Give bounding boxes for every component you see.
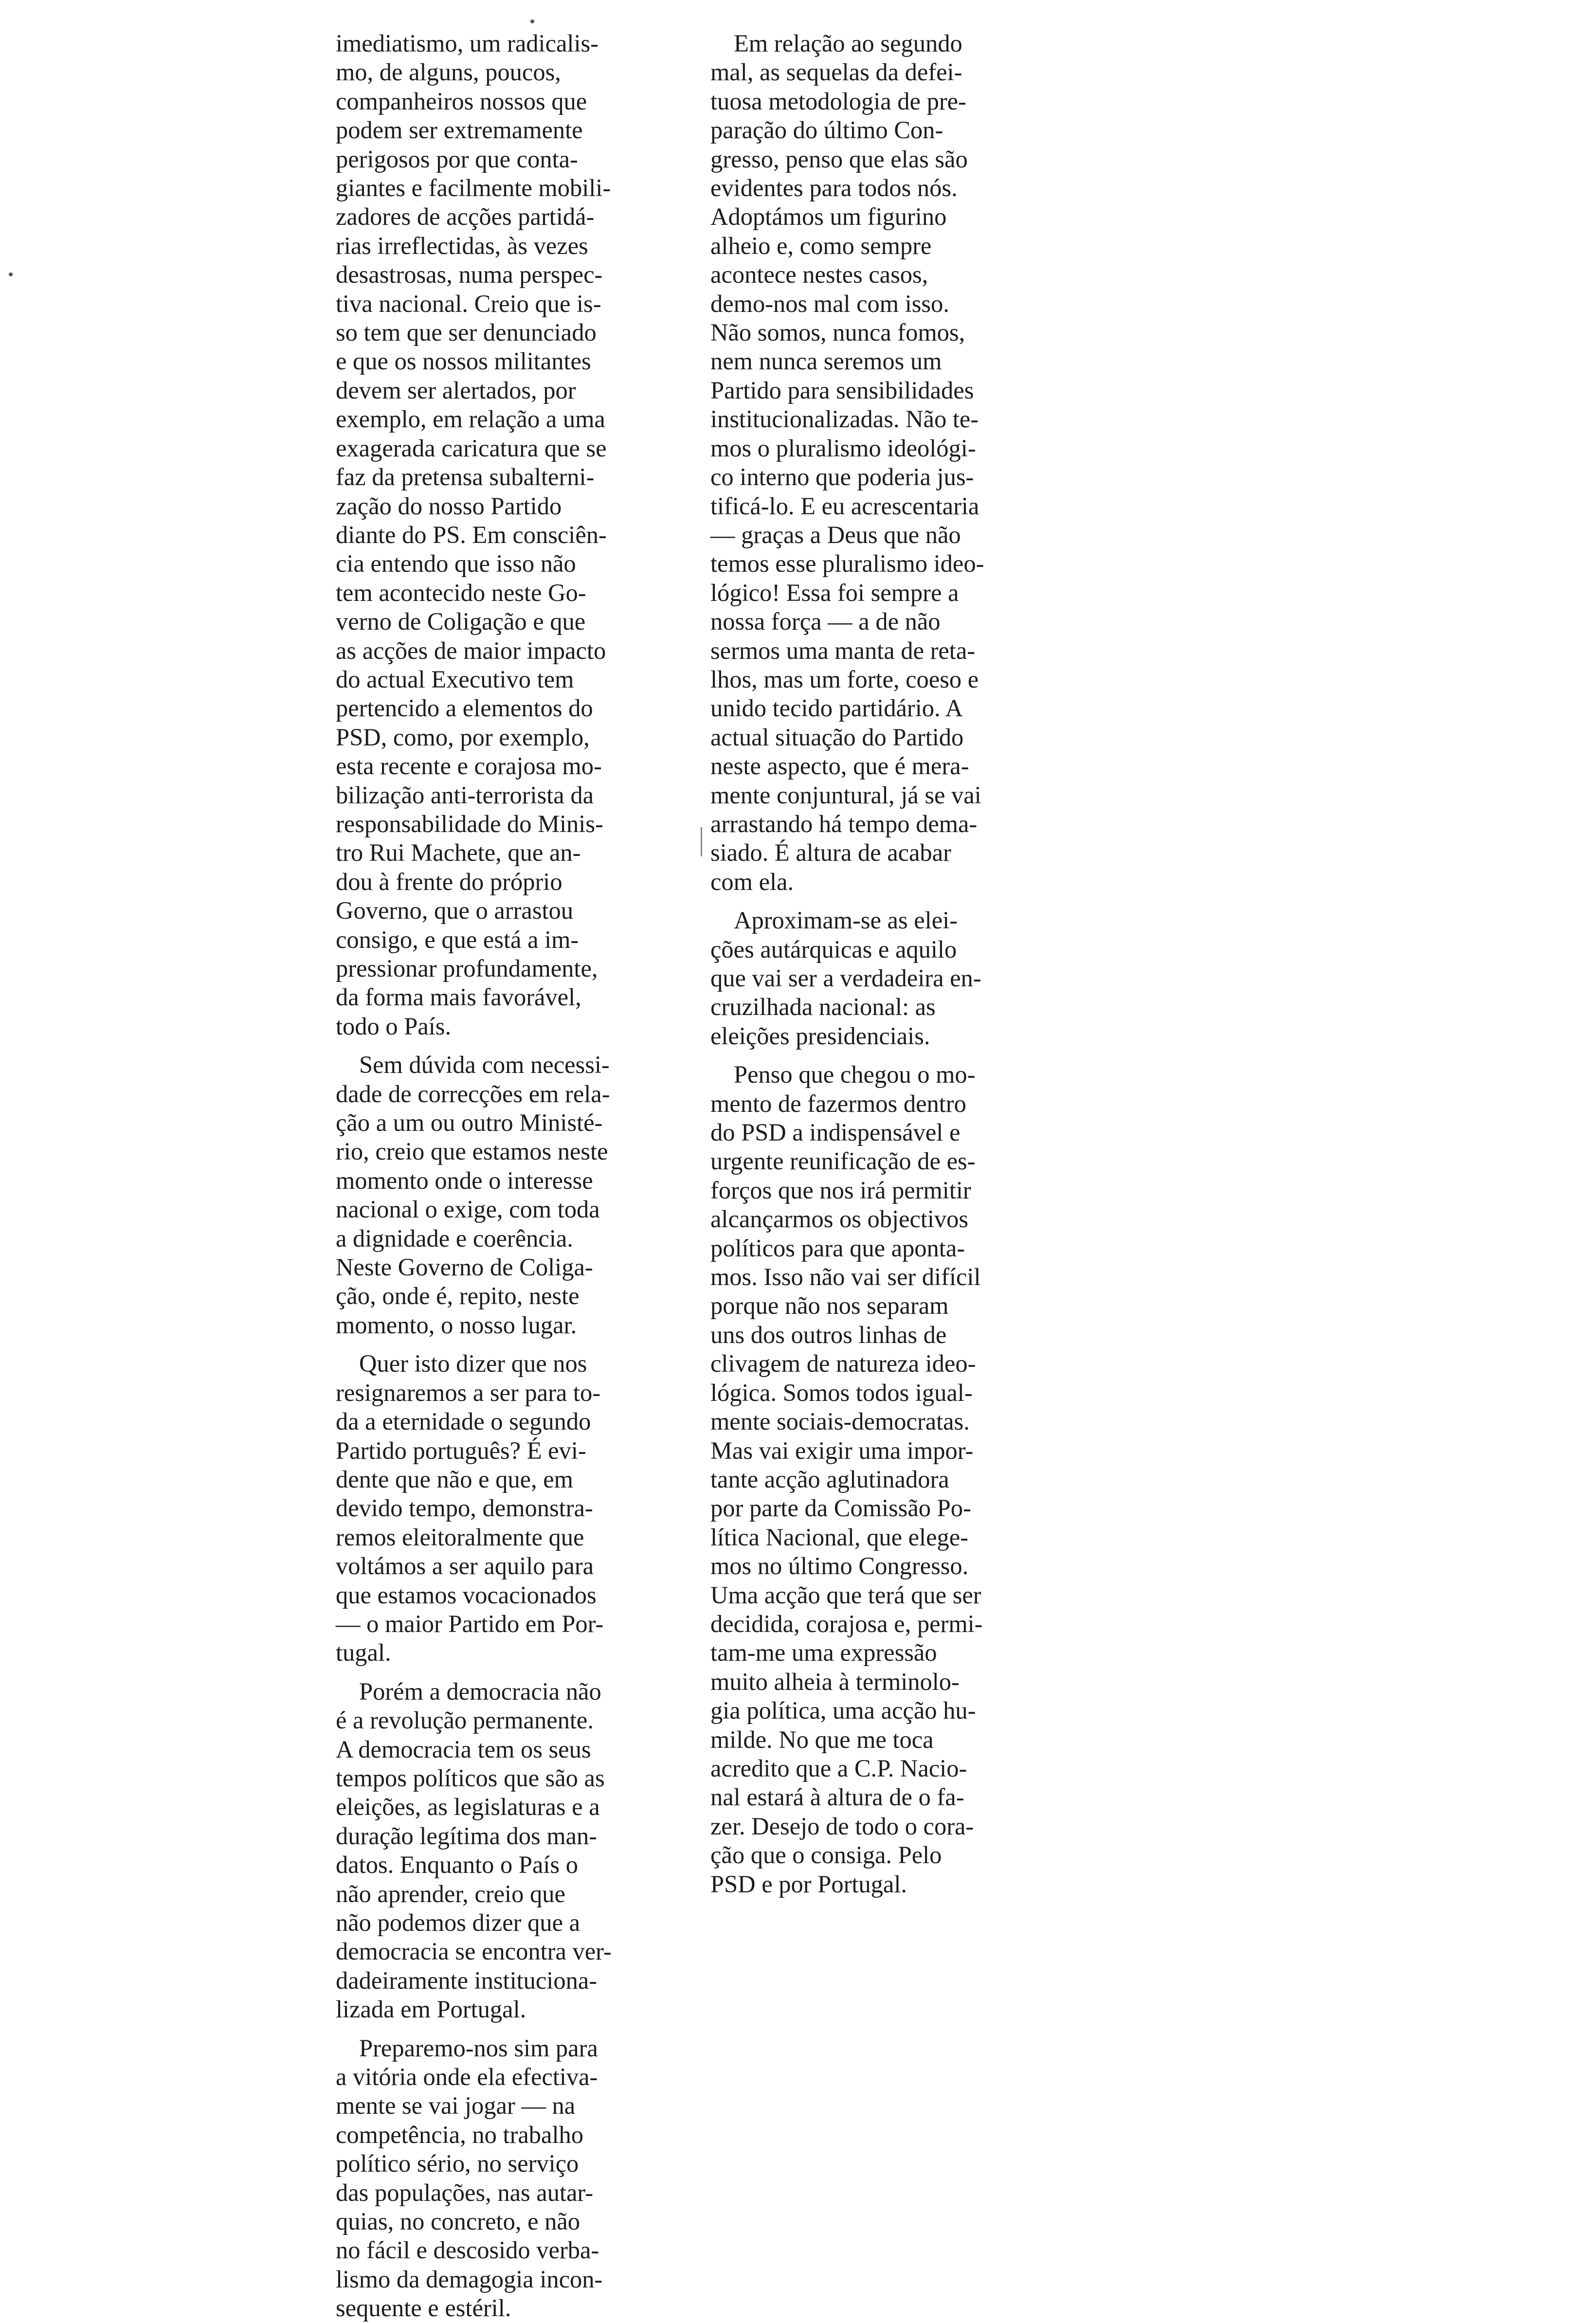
text-line: eleições presidenciais. <box>710 1022 930 1050</box>
text-line: — graças a Deus que não <box>710 521 961 548</box>
text-line: Preparemo-nos sim para <box>359 2034 598 2062</box>
text-line: Sem dúvida com necessi- <box>359 1051 610 1079</box>
scan-edge-mark <box>701 827 702 856</box>
text-line: urgente reunificação de es- <box>710 1147 976 1175</box>
text-line: políticos para que aponta- <box>710 1234 965 1262</box>
text-line: PSD, como, por exemplo, <box>336 723 590 751</box>
text-line: Neste Governo de Coliga- <box>336 1253 593 1281</box>
text-line: institucionalizadas. Não te- <box>710 405 979 433</box>
paragraph <box>336 1349 671 1667</box>
text-line: não aprender, creio que <box>336 1880 565 1907</box>
text-line: paração do último Con- <box>710 116 943 144</box>
text-line: não podemos dizer que a <box>336 1909 580 1936</box>
text-line: arrastando há tempo dema- <box>710 810 978 837</box>
text-line: cruzilhada nacional: as <box>710 993 936 1021</box>
text-line: da a eternidade o segundo <box>336 1408 591 1435</box>
text-line: evidentes para todos nós. <box>710 174 958 202</box>
text-line: imediatismo, um radicalis- <box>336 30 598 57</box>
text-line: consigo, e que está a im- <box>336 926 579 953</box>
text-line: temos esse pluralismo ideo- <box>710 550 984 578</box>
text-line: tem acontecido neste Go- <box>336 579 586 606</box>
text-line: cia entendo que isso não <box>336 550 576 578</box>
text-line: por parte da Comissão Po- <box>710 1494 971 1522</box>
text-line: Aproximam-se as elei- <box>734 907 958 934</box>
paragraph <box>710 906 1046 1051</box>
text-line: duração legítima dos man- <box>336 1822 598 1850</box>
text-line: podem ser extremamente <box>336 116 583 144</box>
text-line: uns dos outros linhas de <box>710 1321 947 1348</box>
paragraph <box>336 1677 671 2024</box>
text-line: A democracia tem os seus <box>336 1735 591 1763</box>
text-line: do PSD a indispensável e <box>710 1119 961 1146</box>
text-line: a dignidade e coerência. <box>336 1224 573 1252</box>
text-line: Quer isto dizer que nos <box>359 1350 587 1378</box>
text-line: neste aspecto, que é mera- <box>710 752 969 780</box>
paragraph <box>710 29 1046 896</box>
text-line: mente conjuntural, já se vai <box>710 781 981 809</box>
text-line: a vitória onde ela efectiva- <box>336 2063 598 2091</box>
text-line: clivagem de natureza ideo- <box>710 1350 976 1378</box>
text-line: político sério, no serviço <box>336 2150 579 2178</box>
text-line: exagerada caricatura que se <box>336 434 607 462</box>
text-line: tuosa metodologia de pre- <box>710 87 966 115</box>
text-line: so tem que ser denunciado <box>336 319 597 346</box>
text-line: mos no último Congresso. <box>710 1552 969 1580</box>
text-line: siado. É altura de acabar <box>710 839 951 867</box>
text-line: sequente e estéril. <box>336 2294 511 2322</box>
text-line: democracia se encontra ver- <box>336 1938 612 1965</box>
text-line: nacional o exige, com toda <box>336 1196 600 1223</box>
text-line: zer. Desejo de todo o cora- <box>710 1812 974 1840</box>
text-line: nal estará à altura de o fa- <box>710 1783 964 1811</box>
text-line: muito alheia à terminolo- <box>710 1668 960 1695</box>
text-line: nossa força — a de não <box>710 608 941 635</box>
text-line: mento de fazermos dentro <box>710 1089 966 1117</box>
text-line: mente sociais-democratas. <box>710 1408 970 1435</box>
text-line: — o maior Partido em Por- <box>336 1610 604 1637</box>
text-line: momento, o nosso lugar. <box>336 1311 577 1339</box>
text-line: Governo, que o arrastou <box>336 897 574 925</box>
text-line: unido tecido partidário. A <box>710 694 963 722</box>
text-line: tam-me uma expressão <box>710 1639 937 1667</box>
text-line: demo-nos mal com isso. <box>710 290 949 317</box>
text-line: mal, as sequelas da defei- <box>710 58 962 86</box>
text-line: Penso que chegou o mo- <box>734 1061 976 1089</box>
text-line: ção a um ou outro Ministé- <box>336 1109 603 1137</box>
text-line: competência, no trabalho <box>336 2121 583 2148</box>
text-line: lógica. Somos todos igual- <box>710 1379 973 1406</box>
text-line: tiva nacional. Creio que is- <box>336 290 601 317</box>
text-line: companheiros nossos que <box>336 87 587 115</box>
text-line: alheio e, como sempre <box>710 232 932 259</box>
text-line: lítica Nacional, que elege- <box>710 1523 968 1551</box>
text-line: exemplo, em relação a uma <box>336 405 605 433</box>
text-line: mo, de alguns, poucos, <box>336 58 561 86</box>
text-line: alcançarmos os objectivos <box>710 1205 969 1233</box>
text-line: remos eleitoralmente que <box>336 1523 584 1551</box>
text-line: devem ser alertados, por <box>336 376 576 404</box>
text-line: faz da pretensa subalterni- <box>336 463 595 491</box>
text-line: acredito que a C.P. Nacio- <box>710 1754 967 1782</box>
text-line: eleições, as legislaturas e a <box>336 1793 600 1821</box>
text-line: rias irreflectidas, às vezes <box>336 232 588 259</box>
text-line: tificá-lo. E eu acrescentaria <box>710 492 979 520</box>
text-line: tempos políticos que são as <box>336 1764 605 1792</box>
text-line: forços que nos irá permitir <box>710 1176 971 1204</box>
text-line: momento onde o interesse <box>336 1166 593 1194</box>
text-line: mos o pluralismo ideológi- <box>710 434 976 462</box>
text-line: lizada em Portugal. <box>336 1996 526 2023</box>
text-line: Adoptámos um figurino <box>710 203 947 231</box>
text-line: tante acção aglutinadora <box>710 1465 949 1493</box>
paragraph <box>336 1051 671 1340</box>
text-line: das populações, nas autar- <box>336 2178 594 2206</box>
text-line: Uma acção que terá que ser <box>710 1581 981 1609</box>
text-line: esta recente e corajosa mo- <box>336 752 602 780</box>
text-line: tugal. <box>336 1639 391 1667</box>
text-line: verno de Coligação e que <box>336 608 586 635</box>
text-line: gia política, uma acção hu- <box>710 1697 976 1724</box>
text-line: Mas vai exigir uma impor- <box>710 1436 974 1464</box>
text-line: ção que o consiga. Pelo <box>710 1841 942 1869</box>
text-line: bilização anti-terrorista da <box>336 781 594 809</box>
text-line: Partido para sensibilidades <box>710 376 974 404</box>
text-line: quias, no concreto, e não <box>336 2208 580 2235</box>
text-line: lhos, mas um forte, coeso e <box>710 665 979 693</box>
paragraph <box>710 1060 1046 1899</box>
text-line: no fácil e descosido verba- <box>336 2236 599 2264</box>
text-line: responsabilidade do Minis- <box>336 810 603 837</box>
text-line: decidida, corajosa e, permi- <box>710 1610 983 1637</box>
text-line: e que os nossos militantes <box>336 347 591 375</box>
paragraph <box>336 29 671 1041</box>
text-line: gresso, penso que elas são <box>710 145 968 173</box>
text-line: desastrosas, numa perspec- <box>336 261 603 289</box>
text-line: zação do nosso Partido <box>336 492 562 520</box>
text-line: é a revolução permanente. <box>336 1706 594 1734</box>
text-line: voltámos a ser aquilo para <box>336 1552 594 1580</box>
text-line: todo o País. <box>336 1012 452 1040</box>
text-line: perigosos por que conta- <box>336 145 578 173</box>
column-left <box>336 29 671 2323</box>
text-line: as acções de maior impacto <box>336 636 606 664</box>
text-line: zadores de acções partidá- <box>336 203 595 231</box>
text-line: ção, onde é, repito, neste <box>336 1282 580 1310</box>
scan-speck <box>530 19 534 23</box>
text-line: rio, creio que estamos neste <box>336 1138 608 1165</box>
text-line: datos. Enquanto o País o <box>336 1851 578 1879</box>
text-line: ções autárquicas e aquilo <box>710 935 957 963</box>
scan-speck <box>9 272 13 276</box>
text-line: lismo da demagogia incon- <box>336 2265 603 2293</box>
text-line: que vai ser a verdadeira en- <box>710 964 981 992</box>
paragraph <box>336 2034 671 2323</box>
text-line: da forma mais favorável, <box>336 983 581 1011</box>
text-line: dou à frente do próprio <box>336 868 562 895</box>
text-line: dade de correcções em rela- <box>336 1080 610 1107</box>
text-line: Partido português? É evi- <box>336 1436 586 1464</box>
text-line: diante do PS. Em consciên- <box>336 521 607 548</box>
text-line: Porém a democracia não <box>359 1677 601 1705</box>
text-line: com ela. <box>710 868 794 895</box>
text-line: do actual Executivo tem <box>336 665 574 693</box>
text-line: dente que não e que, em <box>336 1465 573 1493</box>
text-line: PSD e por Portugal. <box>710 1870 907 1898</box>
text-line: resignaremos a ser para to- <box>336 1379 601 1406</box>
text-line: porque não nos separam <box>710 1292 949 1320</box>
text-line: Não somos, nunca fomos, <box>710 319 965 346</box>
text-line: tro Rui Machete, que an- <box>336 839 581 867</box>
text-line: lógico! Essa foi sempre a <box>710 579 959 606</box>
text-line: actual situação do Partido <box>710 723 964 751</box>
column-right <box>710 29 1046 1899</box>
text-line: Em relação ao segundo <box>734 30 962 57</box>
text-line: co interno que poderia jus- <box>710 463 974 491</box>
text-line: mente se vai jogar — na <box>336 2092 576 2120</box>
text-line: dadeiramente instituciona- <box>336 1966 598 1994</box>
text-line: nem nunca seremos um <box>710 347 942 375</box>
text-line: acontece nestes casos, <box>710 261 928 289</box>
text-line: milde. No que me toca <box>710 1725 934 1753</box>
text-line: pertencido a elementos do <box>336 694 593 722</box>
text-line: devido tempo, demonstra- <box>336 1494 593 1522</box>
text-line: giantes e facilmente mobili- <box>336 174 611 202</box>
text-line: sermos uma manta de reta- <box>710 636 976 664</box>
text-line: mos. Isso não vai ser difícil <box>710 1263 981 1291</box>
text-line: pressionar profundamente, <box>336 955 598 982</box>
text-line: que estamos vocacionados <box>336 1581 597 1609</box>
